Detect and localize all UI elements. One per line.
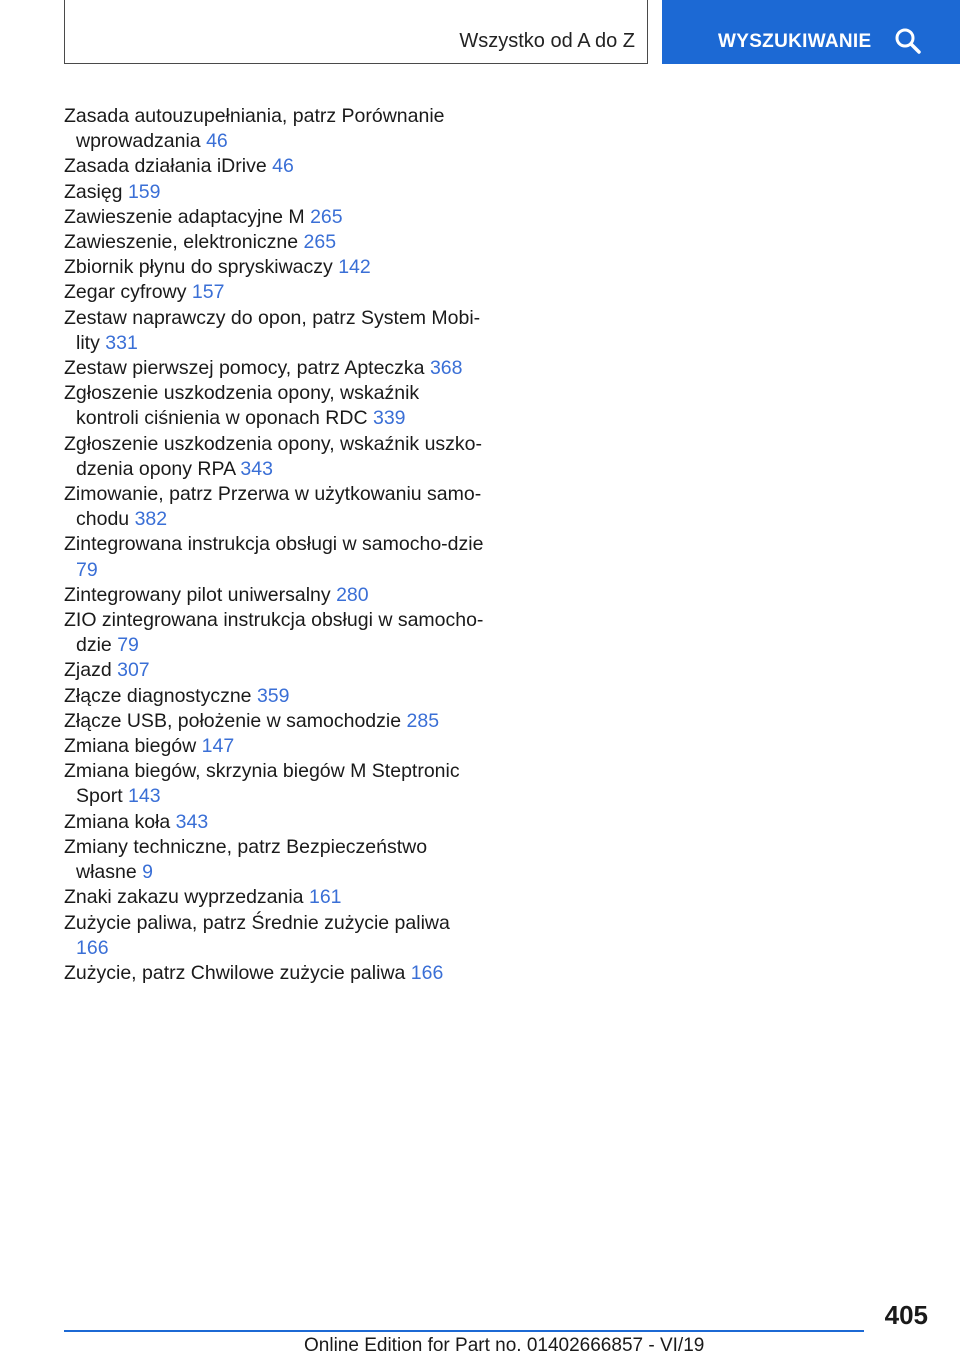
index-entry <box>64 734 484 759</box>
page-reference-link[interactable]: 161 <box>308 886 342 909</box>
page-reference-link[interactable]: 343 <box>175 810 209 833</box>
index-entry <box>64 810 484 835</box>
page-reference-link[interactable]: 166 <box>76 936 109 959</box>
page-reference-link[interactable]: 46 <box>206 130 228 153</box>
page-reference-link[interactable]: 159 <box>127 180 161 203</box>
page-reference-link[interactable]: 147 <box>201 735 235 758</box>
index-entry-text: Zbiornik płynu do spryskiwaczy <box>64 256 333 279</box>
page-reference-link[interactable]: 9 <box>142 861 153 884</box>
index-entry-text: Zgłoszenie uszkodzenia opony, wskaźnik uszko‐dzenia opony RPA <box>64 432 483 480</box>
index-entry <box>64 280 484 305</box>
index-entry <box>64 835 484 885</box>
page-reference-link[interactable]: 79 <box>117 634 139 657</box>
page-reference-link[interactable]: 142 <box>338 256 371 279</box>
search-button-label: WYSZUKIWANIE <box>718 31 872 52</box>
search-icon <box>894 27 922 55</box>
index-entry <box>64 482 484 532</box>
index-entry <box>64 885 484 910</box>
index-entry-text: Zmiana biegów <box>64 735 197 758</box>
index-entry-text: Zimowanie, patrz Przerwa w użytkowaniu samo‐chodu <box>64 483 482 531</box>
index-entry <box>64 532 484 582</box>
section-header-tab <box>64 0 648 64</box>
page-reference-link[interactable]: 79 <box>76 558 98 581</box>
index-entry-text: Zasada autouzupełniania, patrz Porównanie wprowadzania <box>64 105 445 153</box>
page-reference-link[interactable]: 280 <box>336 583 369 606</box>
page-reference-link[interactable]: 265 <box>310 205 343 228</box>
page-reference-link[interactable]: 265 <box>303 231 337 254</box>
index-entry <box>64 658 484 683</box>
page-reference-link[interactable]: 285 <box>406 709 440 732</box>
index-entry-text: Zawieszenie, elektroniczne <box>64 231 299 254</box>
index-entry-text: Zasada działania iDrive <box>64 155 267 178</box>
index-entry-text: Zjazd <box>64 659 112 682</box>
page-reference-link[interactable]: 339 <box>372 407 406 430</box>
page-reference-link[interactable]: 368 <box>429 357 463 380</box>
index-entry-text: Zużycie paliwa, patrz Średnie zużycie paliwa <box>64 911 450 934</box>
page-reference-link[interactable]: 157 <box>191 281 225 304</box>
index-entry-text: Zintegrowana instrukcja obsługi w samocho‐dzie <box>64 533 484 556</box>
index-entry <box>64 709 484 734</box>
footer-edition-text: Online Edition for Part no. 01402666857 - VI/19 <box>304 1335 705 1356</box>
index-entry-text: Zasięg <box>64 180 123 203</box>
index-entry-text: Zintegrowany pilot uniwersalny <box>64 583 331 606</box>
page-number: 405 <box>884 1300 928 1330</box>
index-entry <box>64 583 484 608</box>
index-entry <box>64 205 484 230</box>
index-entry <box>64 306 484 356</box>
page-reference-link[interactable]: 307 <box>117 659 150 682</box>
index-entry-text: Zmiany techniczne, patrz Bezpieczeństwo własne <box>64 835 428 884</box>
index-entry-text: Złącze USB, położenie w samochodzie <box>64 709 402 732</box>
index-entry-text: Zgłoszenie uszkodzenia opony, wskaźnik kontroli ciśnienia w oponach RDC <box>64 382 420 430</box>
index-entry <box>64 230 484 255</box>
index-entry-text: Zawieszenie adaptacyjne M <box>64 205 305 228</box>
index-entry-text: Zmiana koła <box>64 810 171 833</box>
index-entry-text: Zużycie, patrz Chwilowe zużycie paliwa <box>64 961 406 984</box>
index-entry-text: Zmiana biegów, skrzynia biegów M Steptronic Sport <box>64 760 460 808</box>
page-reference-link[interactable]: 382 <box>134 508 168 531</box>
index-entry <box>64 180 484 205</box>
search-button[interactable] <box>662 0 960 64</box>
index-entry-text: Znaki zakazu wyprzedzania <box>64 886 304 909</box>
page-reference-link[interactable]: 46 <box>272 155 294 178</box>
index-entry-text: Zestaw pierwszej pomocy, patrz Apteczka <box>64 357 425 380</box>
index-entry-text: Złącze diagnostyczne <box>64 684 252 707</box>
page-reference-link[interactable]: 143 <box>128 785 161 808</box>
page-reference-link[interactable]: 166 <box>410 961 444 984</box>
page-reference-link[interactable]: 359 <box>256 684 290 707</box>
index-entry-text: Zegar cyfrowy <box>64 281 187 304</box>
index-entry-text: Zestaw naprawczy do opon, patrz System Mobi‐lity <box>64 306 481 354</box>
index-entry <box>64 608 484 658</box>
index-entry <box>64 154 484 179</box>
index-entry <box>64 911 484 961</box>
index-entry <box>64 255 484 280</box>
page-reference-link[interactable]: 331 <box>105 331 138 354</box>
index-list <box>64 104 484 986</box>
index-entry-text: ZIO zintegrowana instrukcja obsługi w samocho‐dzie <box>64 609 484 657</box>
index-entry <box>64 684 484 709</box>
index-entry <box>64 961 484 986</box>
footer-divider <box>64 1330 864 1332</box>
page-reference-link[interactable]: 343 <box>240 457 273 480</box>
section-title: Wszystko od A do Z <box>459 30 635 52</box>
index-entry <box>64 356 484 381</box>
index-entry <box>64 381 484 431</box>
index-entry <box>64 759 484 809</box>
index-entry <box>64 104 484 154</box>
index-entry <box>64 432 484 482</box>
